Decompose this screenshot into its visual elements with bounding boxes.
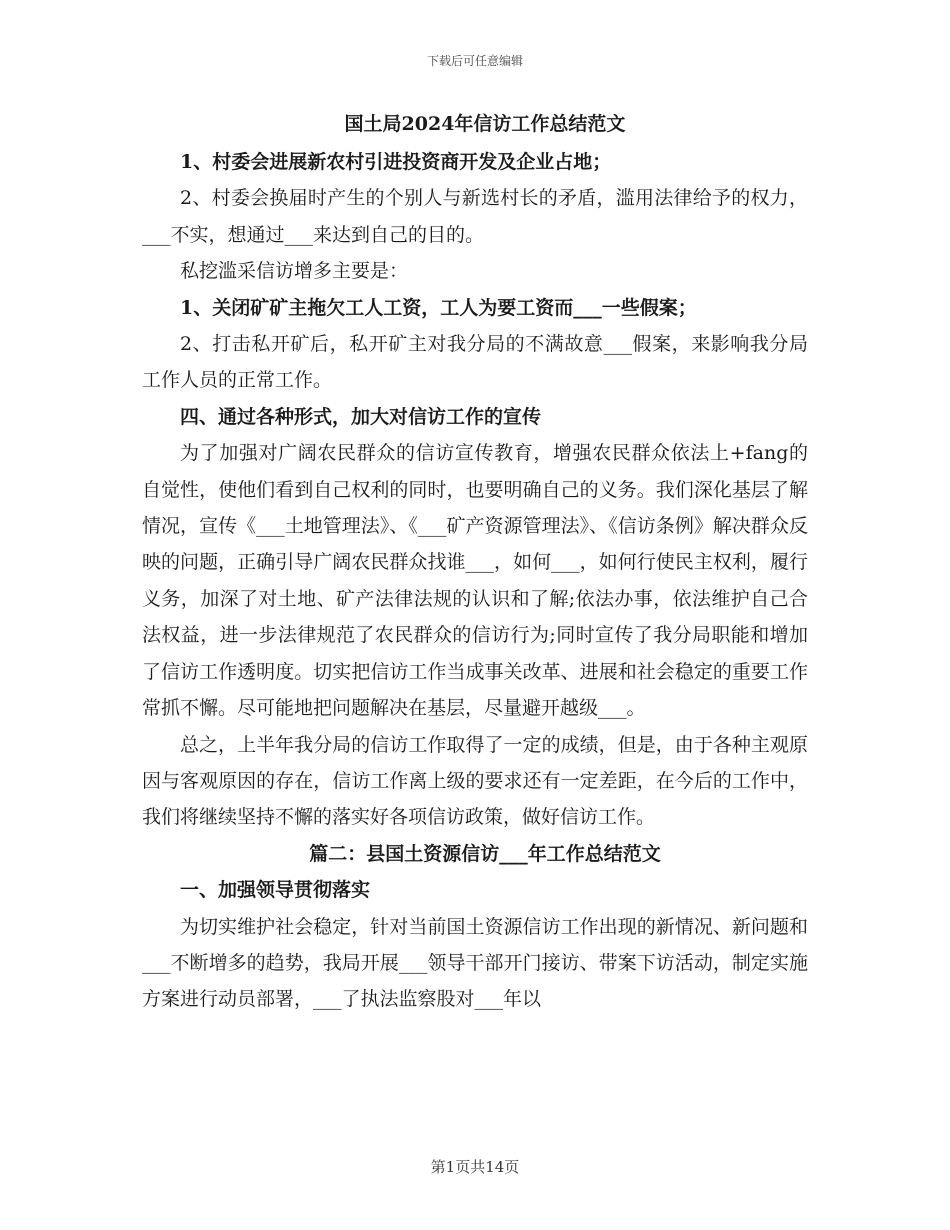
- document-body: [142, 112, 808, 1018]
- document-title: 国土局2024年信访工作总结范文: [344, 113, 626, 135]
- section2-title: 篇二：县国土资源信访___年工作总结范文: [309, 842, 661, 865]
- section2-paragraph: 为切实维护社会稳定，针对当前国土资源信访工作出现的新情况、新问题和___不断增多的趋势，我局开展___领导干部开门接访、带案下访活动，制定实施方案进行动员部署，___了执法监察股对___年以: [142, 915, 808, 1011]
- paragraph-5: 2、打击私开矿后，私开矿主对我分局的不满故意___假案，来影响我分局工作人员的正常工作。: [142, 333, 808, 392]
- section2-heading: 一、加强领导贯彻落实: [180, 879, 371, 902]
- paragraph-2: 2、村委会换届时产生的个别人与新选村长的矛盾，滥用法律给予的权力，___不实，想通过___来达到自己的目的。: [142, 187, 808, 246]
- paragraph-7: 为了加强对广阔农民群众的信访宣传教育，增强农民群众依法上+fang的自觉性，使他们看到自己权利的同时，也要明确自己的义务。我们深化基层了解情况，宣传《___土地管理法》、《___矿产资源管理法》、《信访条例》解决群众反映的问题，正确引导广阔农民群众找谁___，如何___，如何行使民主权利，履行义务，加深了对土地、矿产法律法规的认识和了解;依法办事，依法维护自己合法权益，进一步法律规范了农民群众的信访行为;同时宣传了我分局职能和增加了信访工作透明度。切实把信访工作当成事关改革、进展和社会稳定的重要工作常抓不懈。尽可能地把问题解决在基层，尽量避开越级___。: [142, 442, 808, 720]
- paragraph-1: 1、村委会进展新农村引进投资商开发及企业占地；: [180, 151, 612, 173]
- paragraph-4: 1、关闭矿矿主拖欠工人工资，工人为要工资而___一些假案；: [180, 296, 697, 319]
- page-footer: 第1页共14页: [430, 1158, 520, 1176]
- page-header: 下载后可任意编辑: [426, 54, 523, 68]
- paragraph-3: 私挖滥采信访增多主要是：: [180, 260, 409, 283]
- paragraph-8: 总之，上半年我分局的信访工作取得了一定的成绩，但是，由于各种主观原因与客观原因的存在，信访工作离上级的要求还有一定差距，在今后的工作中，我们将继续坚持不懈的落实好各项信访政策，做好信访工作。: [142, 733, 808, 829]
- section-heading-4: 四、通过各种形式，加大对信访工作的宣传: [180, 405, 542, 428]
